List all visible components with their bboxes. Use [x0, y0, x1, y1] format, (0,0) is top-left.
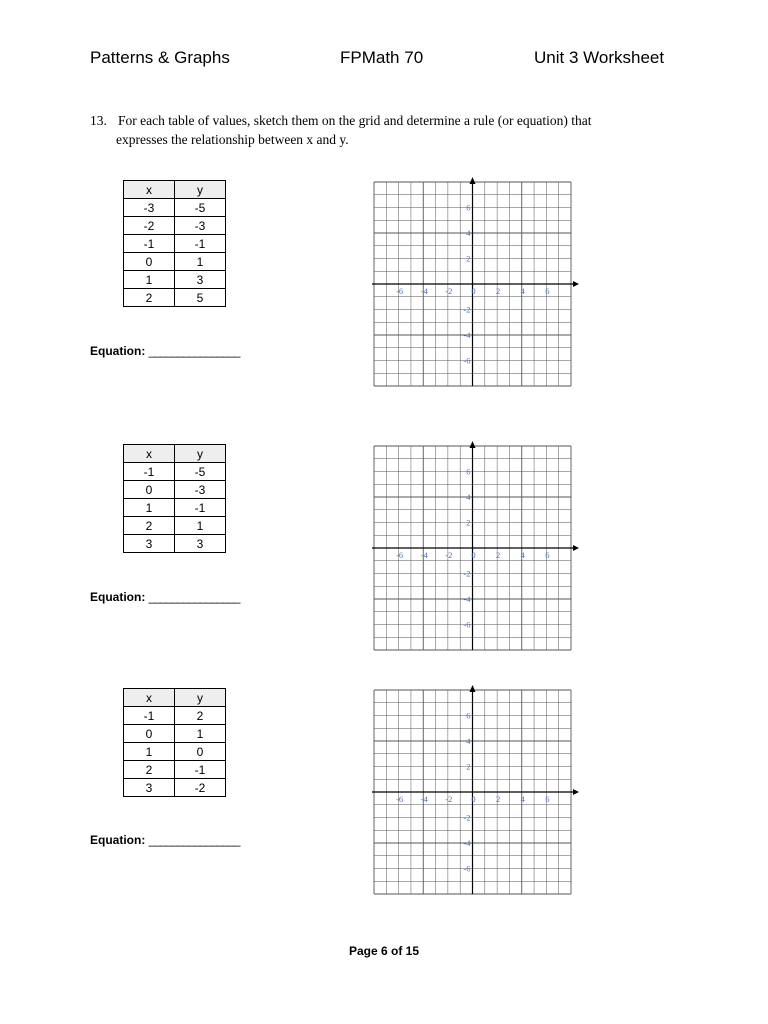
cell-y: 1 — [175, 725, 226, 743]
column-header-y: y — [175, 181, 226, 199]
cell-x: -1 — [124, 707, 175, 725]
y-tick-label: 4 — [466, 228, 471, 238]
y-tick-label: 4 — [466, 492, 471, 502]
cell-x: 0 — [124, 253, 175, 271]
x-tick-label: 0 — [471, 550, 476, 560]
cell-y: -1 — [175, 761, 226, 779]
equation-prompt-3 — [90, 833, 239, 847]
header-unit: Unit 3 Worksheet — [534, 48, 665, 67]
page-number: Page 6 of 15 — [348, 944, 420, 958]
cell-x: 3 — [124, 535, 175, 553]
cell-y: -5 — [175, 199, 226, 217]
table-header-row — [124, 689, 226, 707]
y-tick-label: -2 — [463, 568, 471, 579]
table-row — [124, 535, 226, 553]
table-row — [124, 235, 226, 253]
cell-y: 1 — [175, 253, 226, 271]
column-header-x: x — [124, 689, 175, 707]
x-tick-label: 2 — [496, 550, 501, 560]
table-row — [124, 725, 226, 743]
x-tick-label: 2 — [496, 286, 501, 296]
y-tick-label: -6 — [463, 619, 471, 630]
equation-prompt-1 — [90, 344, 239, 358]
table-of-values-2 — [123, 444, 226, 553]
cell-x: -1 — [124, 463, 175, 481]
y-tick-label: 6 — [466, 710, 471, 721]
equation-label: Equation: — [90, 344, 146, 358]
y-axis-arrow-icon — [470, 441, 476, 448]
cell-y: 3 — [175, 271, 226, 289]
cell-y: -3 — [175, 481, 226, 499]
y-axis-arrow-icon — [470, 177, 476, 184]
x-tick-label: -2 — [445, 286, 453, 296]
cell-x: 0 — [124, 481, 175, 499]
y-tick-label: -6 — [463, 863, 471, 874]
cell-x: 2 — [124, 517, 175, 535]
table-row — [124, 779, 226, 797]
table-header-row — [124, 181, 226, 199]
equation-answer-blank[interactable]: ________________ — [148, 833, 240, 847]
cell-y: 2 — [175, 707, 226, 725]
cell-y: 3 — [175, 535, 226, 553]
x-tick-label: 4 — [520, 286, 525, 296]
x-tick-label: -6 — [396, 286, 404, 296]
x-tick-label: 2 — [496, 794, 501, 804]
x-tick-label: -2 — [445, 550, 453, 560]
cell-x: 0 — [124, 725, 175, 743]
y-tick-label: 2 — [466, 253, 471, 264]
equation-answer-blank[interactable]: ________________ — [148, 344, 240, 358]
cell-y: -5 — [175, 463, 226, 481]
equation-answer-blank[interactable]: ________________ — [148, 590, 240, 604]
y-tick-label: -2 — [463, 304, 471, 315]
column-header-y: y — [175, 445, 226, 463]
cell-x: 1 — [124, 271, 175, 289]
x-tick-label: -2 — [445, 794, 453, 804]
equation-label: Equation: — [90, 590, 146, 604]
coordinate-grid-2[interactable] — [374, 446, 574, 652]
cell-x: 1 — [124, 743, 175, 761]
x-axis-arrow-icon — [573, 281, 579, 287]
cell-x: 3 — [124, 779, 175, 797]
table-row — [124, 463, 226, 481]
cell-y: -3 — [175, 217, 226, 235]
table-row — [124, 481, 226, 499]
x-tick-label: -6 — [396, 550, 404, 560]
equation-label: Equation: — [90, 833, 146, 847]
x-tick-label: 6 — [545, 550, 550, 560]
cell-x: -2 — [124, 217, 175, 235]
table-header-row — [124, 445, 226, 463]
x-tick-label: -4 — [420, 550, 428, 560]
table-row — [124, 707, 226, 725]
table-of-values-3 — [123, 688, 226, 797]
table-row — [124, 217, 226, 235]
question-text-line1: For each table of values, sketch them on the grid and determine a rule (or equation) that — [118, 113, 592, 128]
cell-y: -1 — [175, 499, 226, 517]
header-title: Patterns & Graphs — [90, 48, 230, 67]
header-course: FPMath 70 — [340, 48, 424, 67]
y-tick-label: 6 — [466, 202, 471, 213]
coordinate-grid-1[interactable] — [374, 182, 574, 388]
table-of-values-1 — [123, 180, 226, 307]
y-tick-label: 2 — [466, 517, 471, 528]
y-tick-label: 2 — [466, 761, 471, 772]
column-header-x: x — [124, 445, 175, 463]
table-row — [124, 253, 226, 271]
question-text-line2: expresses the relationship between x and y. — [116, 132, 349, 147]
x-tick-label: 4 — [520, 794, 525, 804]
cell-x: -1 — [124, 235, 175, 253]
question-13 — [90, 111, 690, 149]
x-tick-label: -6 — [396, 794, 404, 804]
x-tick-label: 0 — [471, 794, 476, 804]
table-row — [124, 271, 226, 289]
coordinate-grid-3[interactable] — [374, 690, 574, 896]
x-tick-label: 6 — [545, 794, 550, 804]
y-tick-label: -4 — [463, 594, 471, 604]
column-header-y: y — [175, 689, 226, 707]
x-tick-label: -4 — [420, 794, 428, 804]
table-row — [124, 761, 226, 779]
x-tick-label: -4 — [420, 286, 428, 296]
cell-x: 1 — [124, 499, 175, 517]
y-tick-label: 6 — [466, 466, 471, 477]
x-axis-arrow-icon — [573, 545, 579, 551]
cell-y: -2 — [175, 779, 226, 797]
x-axis-arrow-icon — [573, 789, 579, 795]
column-header-x: x — [124, 181, 175, 199]
cell-y: 5 — [175, 289, 226, 307]
y-axis-arrow-icon — [470, 685, 476, 692]
table-row — [124, 517, 226, 535]
table-row — [124, 289, 226, 307]
x-tick-label: 6 — [545, 286, 550, 296]
x-tick-label: 0 — [471, 286, 476, 296]
equation-prompt-2 — [90, 590, 239, 604]
cell-x: -3 — [124, 199, 175, 217]
y-tick-label: 4 — [466, 736, 471, 746]
cell-x: 2 — [124, 761, 175, 779]
table-row — [124, 199, 226, 217]
y-tick-label: -6 — [463, 355, 471, 366]
y-tick-label: -4 — [463, 838, 471, 848]
cell-y: 1 — [175, 517, 226, 535]
table-row — [124, 743, 226, 761]
cell-y: 0 — [175, 743, 226, 761]
cell-y: -1 — [175, 235, 226, 253]
cell-x: 2 — [124, 289, 175, 307]
question-number: 13. — [90, 113, 107, 128]
y-tick-label: -4 — [463, 330, 471, 340]
y-tick-label: -2 — [463, 812, 471, 823]
table-row — [124, 499, 226, 517]
x-tick-label: 4 — [520, 550, 525, 560]
